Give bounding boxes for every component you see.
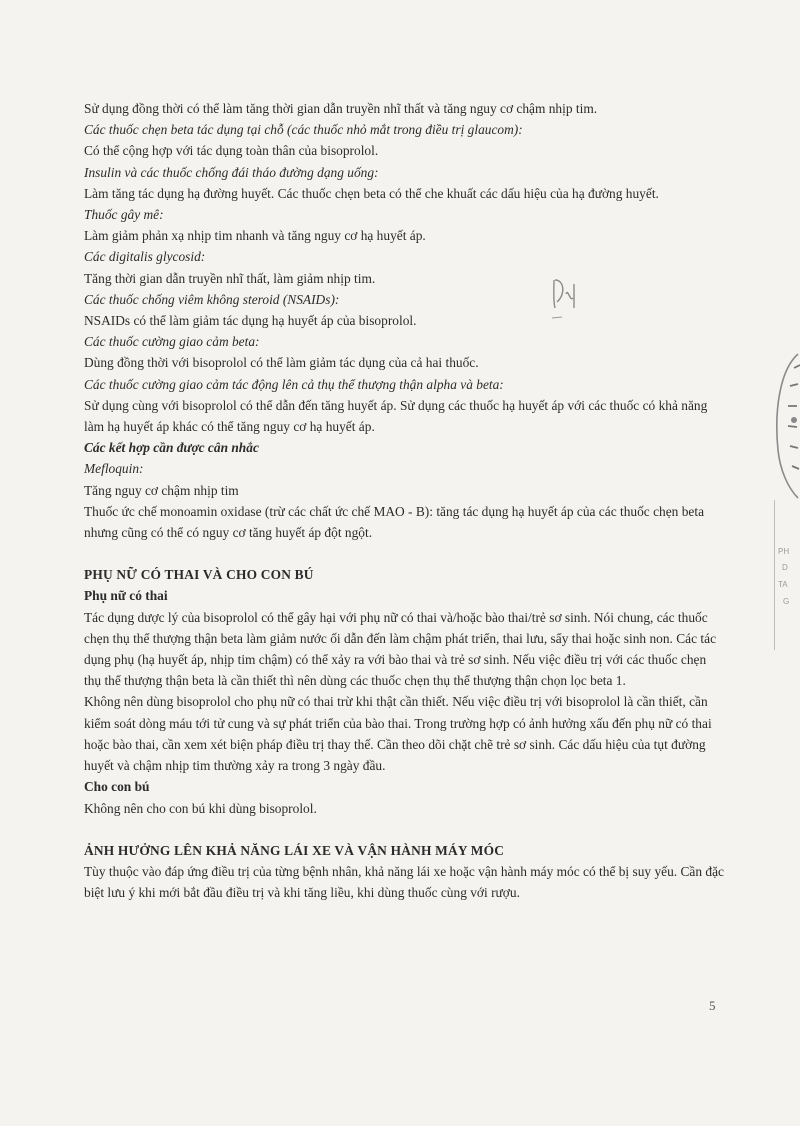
body-paragraph: Tùy thuộc vào đáp ứng điều trị của từng bệnh nhân, khả năng lái xe hoặc vận hành máy móc có thể bị suy yếu. Cần đặc biệt lưu ý khi mới bắt đầu điều trị và khi tăng liều, khi dùng thuốc cùng với rượu. xyxy=(84,863,724,901)
body-paragraph: Dùng đồng thời với bisoprolol có thể làm giảm tác dụng của cả hai thuốc. xyxy=(84,355,479,371)
body-paragraph: Không nên dùng bisoprolol cho phụ nữ có thai trừ khi thật cần thiết. Nếu việc điều trị với bisoprolol là cần thiết, cần kiểm soát dòng máu tới tử cung và sự phát triển của bào thai. Trong trường hợp có ảnh hưởng xấu đến phụ nữ có thai hoặc bào thai, cần xem xét biện pháp điều trị thay thế. Cần theo dõi chặt chẽ trẻ sơ sinh. Các dấu hiệu của tụt đường huyết và chậm nhịp tim thường xảy ra trong 3 ngày đầu. xyxy=(84,694,712,774)
edge-text-fragment: TA xyxy=(778,580,788,589)
scan-border-line xyxy=(774,500,775,650)
body-paragraph: Làm tăng tác dụng hạ đường huyết. Các thuốc chẹn beta có thể che khuất các dấu hiệu của hạ đường huyết. xyxy=(84,185,659,201)
bold-italic-subheading: Các kết hợp cần được cân nhắc xyxy=(84,440,259,456)
italic-subheading: Insulin và các thuốc chống đái tháo đường dạng uống: xyxy=(84,164,379,180)
italic-subheading: Thuốc gây mê: xyxy=(84,207,164,223)
body-paragraph: Sử dụng cùng với bisoprolol có thể dẫn đến tăng huyết áp. Sử dụng các thuốc hạ huyết áp với các thuốc có khả năng làm hạ huyết áp khác có thể tăng nguy cơ hạ huyết áp. xyxy=(84,397,708,435)
body-paragraph: Tác dụng dược lý của bisoprolol có thể gây hại với phụ nữ có thai và/hoặc bào thai/trẻ sơ sinh. Nói chung, các thuốc chẹn thụ thể thượng thận beta làm giảm nước ối dẫn đến làm chậm phát triển, thai lưu, sẩy thai hoặc sinh non. Các tác dụng phụ (hạ huyết áp, nhịp tim chậm) có thể xảy ra với bào thai và trẻ sơ sinh. Nếu việc điều trị với các thuốc chẹn thụ thể thượng thận beta là cần thiết thì nên dùng các thuốc chẹn thụ thể thượng thận chọn lọc beta 1. xyxy=(84,609,717,689)
italic-subheading: Các thuốc chẹn beta tác dụng tại chỗ (các thuốc nhỏ mắt trong điều trị glaucom): xyxy=(84,122,523,138)
body-paragraph: Có thể cộng hợp với tác dụng toàn thân của bisoprolol. xyxy=(84,143,379,159)
body-paragraph: Tăng nguy cơ chậm nhịp tim xyxy=(84,482,239,498)
italic-subheading: Mefloquin: xyxy=(84,461,144,477)
body-paragraph: Sử dụng đồng thời có thể làm tăng thời gian dẫn truyền nhĩ thất và tăng nguy cơ chậm nhịp tim. xyxy=(84,101,598,116)
edge-text-fragment: G xyxy=(783,597,790,606)
italic-subheading: Các thuốc cường giao cảm tác động lên cả thụ thể thượng thận alpha và beta: xyxy=(84,376,504,392)
stamp-fragment xyxy=(764,350,800,500)
body-paragraph: Tăng thời gian dẫn truyền nhĩ thất, làm giảm nhịp tim. xyxy=(84,270,376,286)
body-paragraph: Làm giảm phản xạ nhịp tim nhanh và tăng nguy cơ hạ huyết áp. xyxy=(84,228,426,244)
section-subheading: Cho con bú xyxy=(84,779,150,795)
body-paragraph: Không nên cho con bú khi dùng bisoprolol. xyxy=(84,800,317,816)
italic-subheading: Các thuốc cường giao cảm beta: xyxy=(84,334,260,350)
section-heading: PHỤ NỮ CÓ THAI VÀ CHO CON BÚ xyxy=(84,567,314,583)
body-paragraph: NSAIDs có thể làm giảm tác dụng hạ huyết áp của bisoprolol. xyxy=(84,313,417,329)
edge-text-fragment: D xyxy=(782,563,788,572)
body-paragraph: Thuốc ức chế monoamin oxidase (trừ các chất ức chế MAO - B): tăng tác dụng hạ huyết áp của các thuốc chẹn beta nhưng cũng có thể có nguy cơ tăng huyết áp đột ngột. xyxy=(84,503,705,541)
edge-text-fragment: PH xyxy=(778,547,790,556)
document-body xyxy=(84,98,724,903)
italic-subheading: Các thuốc chống viêm không steroid (NSAIDs): xyxy=(84,291,340,307)
italic-subheading: Các digitalis glycosid: xyxy=(84,249,206,265)
section-heading: ẢNH HƯỞNG LÊN KHẢ NĂNG LÁI XE VÀ VẬN HÀNH MÁY MÓC xyxy=(84,842,505,858)
page-number: 5 xyxy=(709,998,716,1013)
section-subheading: Phụ nữ có thai xyxy=(84,588,168,604)
